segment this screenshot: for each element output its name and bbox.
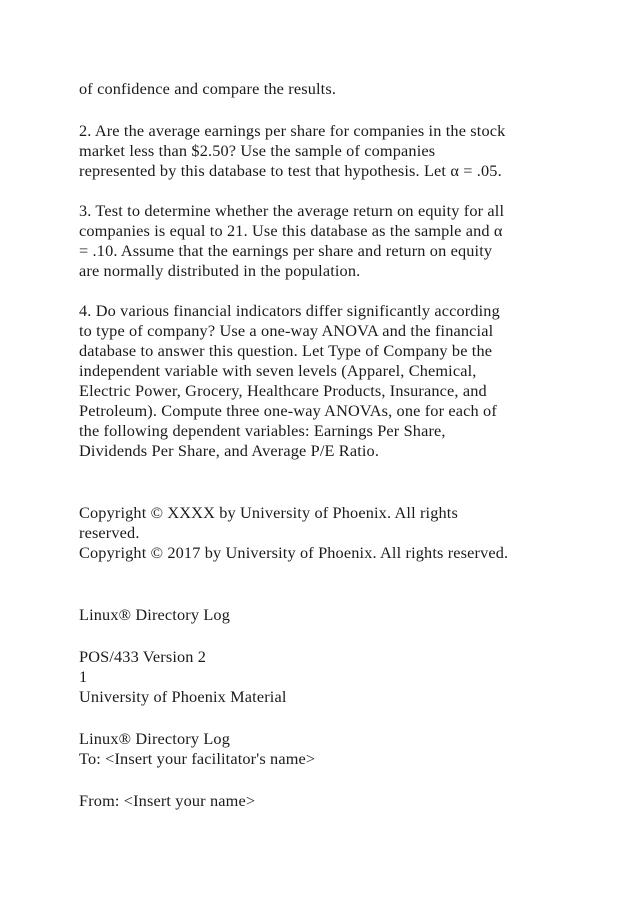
copyright-line: reserved. (79, 523, 140, 542)
question-4-line: 4. Do various financial indicators differ significantly according (79, 301, 500, 320)
question-3-line: 3. Test to determine whether the average return on equity for all (79, 201, 505, 220)
text-line: of confidence and compare the results. (79, 79, 337, 98)
from-field: From: <Insert your name> (79, 791, 256, 810)
question-4-line: Petroleum). Compute three one-way ANOVAs, one for each of (79, 401, 497, 420)
question-4-line: Electric Power, Grocery, Healthcare Products, Insurance, and (79, 381, 487, 400)
question-3-line: are normally distributed in the population. (79, 261, 361, 280)
copyright-line: Copyright © 2017 by University of Phoenix. All rights reserved. (79, 543, 509, 562)
question-4-line: database to answer this question. Let Type of Company be the (79, 341, 493, 360)
copyright-line: Copyright © XXXX by University of Phoenix. All rights (79, 503, 458, 522)
doc-title: Linux® Directory Log (79, 729, 231, 748)
question-2-line: represented by this database to test that hypothesis. Let α = .05. (79, 161, 502, 180)
question-3-line: = .10. Assume that the earnings per share and return on equity (79, 241, 493, 260)
course-version: POS/433 Version 2 (79, 647, 207, 666)
question-4-line: independent variable with seven levels (Apparel, Chemical, (79, 361, 477, 380)
question-2-line: market less than $2.50? Use the sample of companies (79, 141, 436, 160)
question-4-line: to type of company? Use a one-way ANOVA and the financial (79, 321, 494, 340)
question-2-line: 2. Are the average earnings per share for companies in the stock (79, 121, 506, 140)
question-3-line: companies is equal to 21. Use this database as the sample and α (79, 221, 503, 240)
material-label: University of Phoenix Material (79, 687, 287, 706)
question-4-line: the following dependent variables: Earnings Per Share, (79, 421, 446, 440)
doc-title: Linux® Directory Log (79, 605, 231, 624)
question-4-line: Dividends Per Share, and Average P/E Ratio. (79, 441, 380, 460)
page-number: 1 (79, 667, 88, 686)
to-field: To: <Insert your facilitator's name> (79, 749, 316, 768)
